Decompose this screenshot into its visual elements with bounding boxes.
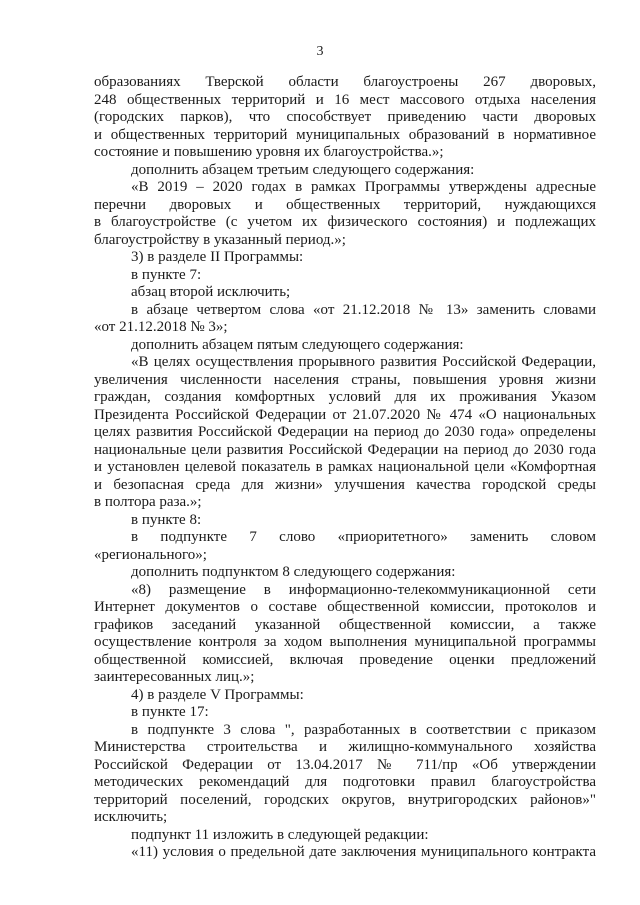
text-line: в благоустройстве (с учетом их физического состояния) и подлежащих	[94, 214, 596, 230]
text-line: «В 2019 – 2020 годах в рамках Программы утверждены адресные	[131, 179, 596, 195]
text-line: целях развития Российской Федерации на период до 2030 года» определены	[94, 424, 596, 440]
text-line: дополнить абзацем третьим следующего содержания:	[131, 161, 475, 178]
text-line: 4) в разделе V Программы:	[131, 686, 304, 703]
text-line: 3) в разделе II Программы:	[131, 249, 304, 265]
text-line: дополнить абзацем пятым следующего содержания:	[131, 336, 464, 353]
text-line: и общественных территорий муниципальных образований в нормативное	[94, 126, 596, 143]
text-line: общественной комиссией, включая проведение оценки предложений	[94, 651, 596, 668]
text-line: дополнить подпунктом 8 следующего содержания:	[131, 564, 456, 580]
text-line: (городских парков), что способствует приведению части дворовых	[94, 109, 596, 125]
text-line: перечни дворовых и общественных территорий, нуждающихся	[94, 196, 596, 213]
text-line: благоустройству в указанный период.»;	[94, 231, 346, 248]
text-line: и установлен целевой показатель в рамках национальной цели «Комфортная	[94, 459, 596, 475]
text-line: «регионального»;	[94, 546, 207, 563]
text-line: 248 общественных территорий и 16 мест массового отдыха населения	[94, 91, 596, 108]
text-line: исключить;	[94, 809, 168, 825]
text-line: в подпункте 7 слово «приоритетного» заменить словом	[131, 529, 596, 545]
text-line: «8) размещение в информационно-телекоммуникационной сети	[131, 581, 596, 598]
text-line: образованиях Тверской области благоустроены 267 дворовых,	[94, 74, 596, 90]
text-line: в пункте 17:	[131, 704, 209, 720]
text-line: абзац второй исключить;	[131, 284, 291, 300]
text-line: осуществление контроля за ходом выполнения муниципальной программы	[94, 634, 596, 650]
text-line: графиков заседаний указанной общественной комиссии, а также	[94, 616, 596, 633]
text-line: Российской Федерации от 13.04.2017 № 711/пр «Об утверждении	[94, 756, 596, 773]
text-line: в абзаце четвертом слова «от 21.12.2018 № 13» заменить словами	[131, 301, 596, 318]
text-line: «от 21.12.2018 № 3»;	[94, 319, 228, 335]
text-line: «11) условия о предельной дате заключения муниципального контракта	[131, 844, 596, 860]
text-line: граждан, создания комфортных условий для их проживания Указом	[94, 389, 596, 405]
text-line: в пункте 8:	[131, 511, 202, 528]
text-line: в подпункте 3 слова ", разработанных в соответствии с приказом	[131, 721, 596, 738]
text-line: «В целях осуществления прорывного развития Российской Федерации,	[131, 354, 596, 370]
text-line: в пункте 7:	[131, 266, 202, 283]
text-line: Министерства строительства и жилищно-коммунального хозяйства	[94, 739, 596, 755]
text-line: и безопасная среда для жизни» улучшения качества городской среды	[94, 476, 596, 493]
text-line: заинтересованных лиц.»;	[94, 669, 255, 685]
text-line: Интернет документов о составе общественной комиссии, протоколов и	[94, 599, 596, 615]
text-line: подпункт 11 изложить в следующей редакции:	[131, 826, 429, 843]
text-line: территорий поселений, городских округов, внутригородских районов»"	[94, 791, 596, 808]
text-line: методических рекомендаций для подготовки правил благоустройства	[94, 774, 596, 790]
body-text	[94, 74, 596, 862]
text-line: состояние и повышению уровня их благоустройства.»;	[94, 144, 444, 160]
text-line: увеличения численности населения страны, повышения уровня жизни	[94, 371, 596, 388]
page-number: 3	[316, 44, 324, 59]
text-line: национальные цели развития Российской Федерации на период до 2030 года	[94, 441, 596, 458]
text-line: в полтора раза.»;	[94, 494, 202, 510]
text-line: Президента Российской Федерации от 21.07.2020 № 474 «О национальных	[94, 406, 596, 423]
